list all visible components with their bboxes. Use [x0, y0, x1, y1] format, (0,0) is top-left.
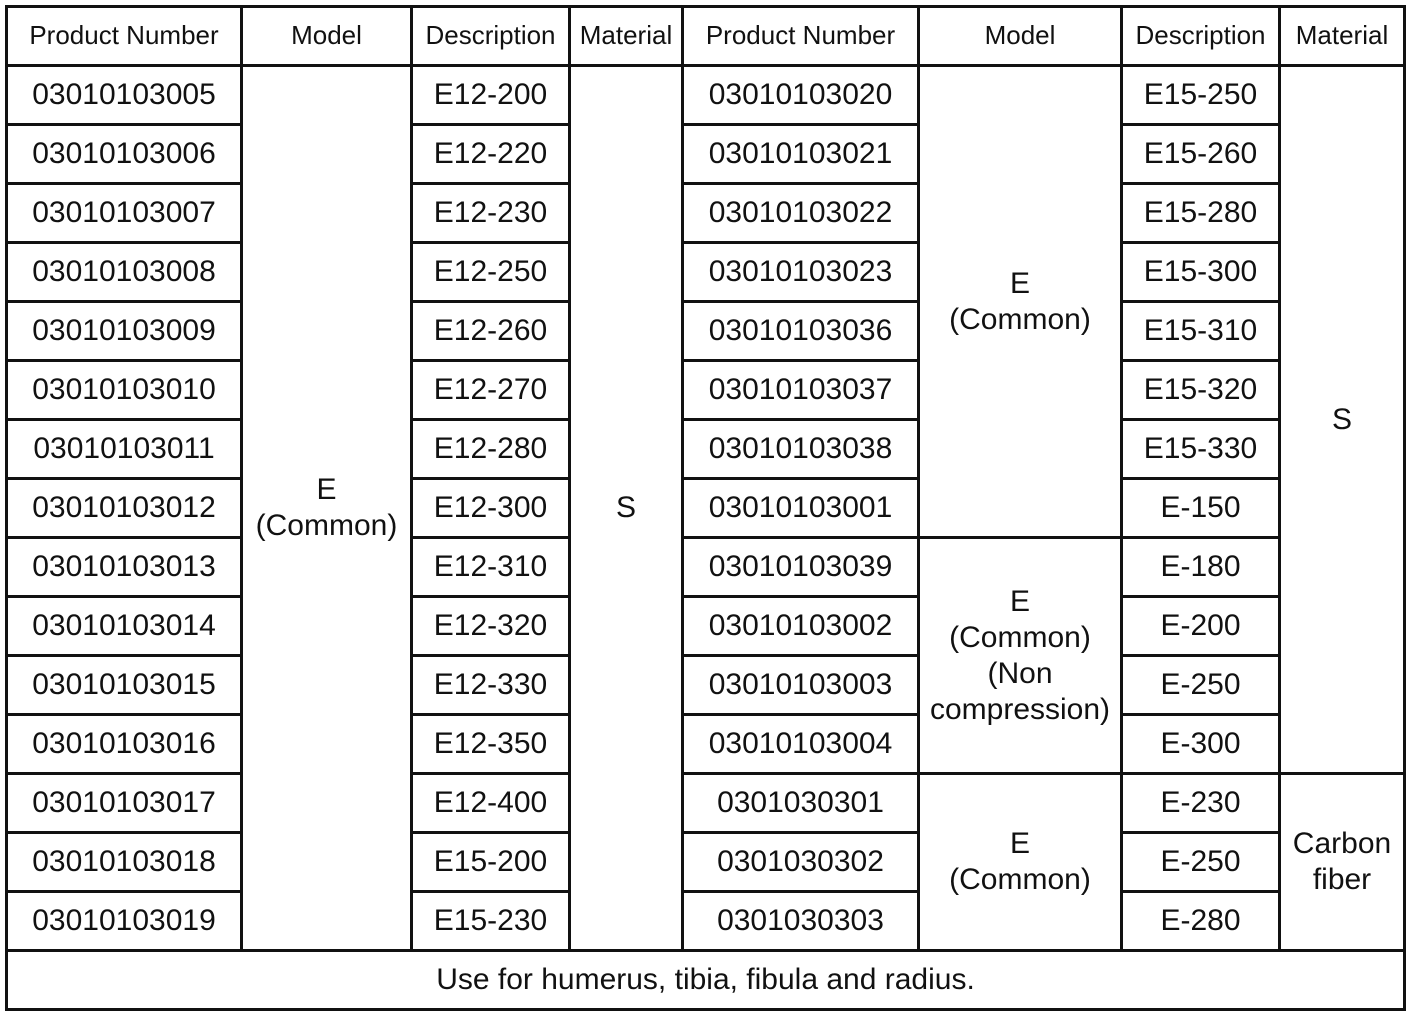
description-cell: E12-250: [412, 243, 570, 302]
product-number-cell: 03010103021: [683, 125, 919, 184]
product-number-cell: 03010103014: [7, 597, 242, 656]
product-number-cell: 03010103015: [7, 656, 242, 715]
description-cell: E-150: [1122, 479, 1280, 538]
material-cell-line: fiber: [1312, 863, 1372, 896]
header-description-right: Description: [1122, 7, 1280, 66]
description-cell: E15-230: [412, 892, 570, 951]
footer-note: Use for humerus, tibia, fibula and radius.: [7, 951, 1405, 1010]
product-number-cell: 03010103010: [7, 361, 242, 420]
table-row: [7, 479, 1405, 538]
table-row: [7, 597, 1405, 656]
description-cell: E15-330: [1122, 420, 1280, 479]
table-row: [7, 774, 1405, 833]
product-number-cell: 03010103003: [683, 656, 919, 715]
product-number-cell: 03010103019: [7, 892, 242, 951]
product-number-cell: 03010103039: [683, 538, 919, 597]
header-product-number-left: Product Number: [7, 7, 242, 66]
table-row: [7, 538, 1405, 597]
product-number-cell: 03010103022: [683, 184, 919, 243]
table-row: [7, 243, 1405, 302]
description-cell: E-200: [1122, 597, 1280, 656]
product-number-cell: 0301030302: [683, 833, 919, 892]
product-number-cell: 03010103036: [683, 302, 919, 361]
description-cell: E15-300: [1122, 243, 1280, 302]
material-cell-line: S: [1331, 402, 1352, 436]
table-row: [7, 420, 1405, 479]
header-product-number-right: Product Number: [683, 7, 919, 66]
table-row: [7, 66, 1405, 125]
material-cell: [1280, 774, 1405, 951]
description-cell: E12-320: [412, 597, 570, 656]
product-number-cell: 03010103023: [683, 243, 919, 302]
product-number-cell: 03010103009: [7, 302, 242, 361]
table-row: [7, 184, 1405, 243]
description-cell: E-250: [1122, 833, 1280, 892]
product-number-cell: 03010103038: [683, 420, 919, 479]
table-row: [7, 892, 1405, 951]
product-number-cell: 03010103008: [7, 243, 242, 302]
product-number-cell: 03010103037: [683, 361, 919, 420]
product-number-cell: 0301030303: [683, 892, 919, 951]
header-material-right: Material: [1280, 7, 1405, 66]
product-number-cell: 03010103007: [7, 184, 242, 243]
table-row: [7, 302, 1405, 361]
product-number-cell: 03010103004: [683, 715, 919, 774]
model-cell-line: E: [316, 473, 337, 506]
product-number-cell: 03010103012: [7, 479, 242, 538]
description-cell: E-280: [1122, 892, 1280, 951]
product-number-cell: 03010103011: [7, 420, 242, 479]
product-number-cell: 03010103017: [7, 774, 242, 833]
header-model-right: Model: [919, 7, 1122, 66]
product-number-cell: 03010103005: [7, 66, 242, 125]
description-cell: E15-280: [1122, 184, 1280, 243]
model-cell-line: compression): [929, 692, 1111, 726]
description-cell: E12-350: [412, 715, 570, 774]
description-cell: E15-310: [1122, 302, 1280, 361]
table-row: [7, 833, 1405, 892]
model-cell-line: (Common): [949, 620, 1091, 654]
table-row: [7, 656, 1405, 715]
product-number-cell: 03010103002: [683, 597, 919, 656]
model-cell-line: (Non: [987, 656, 1053, 690]
table-row: [7, 715, 1405, 774]
material-cell-line: Carbon: [1292, 827, 1392, 860]
description-cell: E12-280: [412, 420, 570, 479]
model-cell: [242, 66, 412, 951]
description-cell: E12-400: [412, 774, 570, 833]
model-cell-line: (Common): [949, 863, 1091, 896]
description-cell: E15-250: [1122, 66, 1280, 125]
description-cell: E-180: [1122, 538, 1280, 597]
description-cell: E15-260: [1122, 125, 1280, 184]
description-cell: E12-200: [412, 66, 570, 125]
table-row: [7, 125, 1405, 184]
description-cell: E15-320: [1122, 361, 1280, 420]
model-cell-line: (Common): [255, 509, 398, 542]
product-number-cell: 03010103001: [683, 479, 919, 538]
description-cell: E12-270: [412, 361, 570, 420]
description-cell: E-230: [1122, 774, 1280, 833]
material-cell: S: [570, 66, 683, 951]
product-number-cell: 03010103020: [683, 66, 919, 125]
product-number-cell: 03010103018: [7, 833, 242, 892]
table-row: [7, 361, 1405, 420]
model-cell-line: E: [1009, 266, 1030, 300]
model-cell-line: (Common): [949, 302, 1091, 336]
model-cell: [919, 538, 1122, 774]
description-cell: E12-310: [412, 538, 570, 597]
description-cell: E15-200: [412, 833, 570, 892]
description-cell: E12-220: [412, 125, 570, 184]
header-description-left: Description: [412, 7, 570, 66]
model-cell: [919, 774, 1122, 951]
description-cell: E-300: [1122, 715, 1280, 774]
description-cell: E12-330: [412, 656, 570, 715]
model-cell-line: E: [1009, 827, 1030, 860]
header-material-left: Material: [570, 7, 683, 66]
header-model-left: Model: [242, 7, 412, 66]
model-cell: [919, 66, 1122, 538]
header-row: [7, 7, 1405, 66]
product-number-cell: 0301030301: [683, 774, 919, 833]
description-cell: E-250: [1122, 656, 1280, 715]
product-number-cell: 03010103016: [7, 715, 242, 774]
description-cell: E12-260: [412, 302, 570, 361]
product-spec-table: [5, 5, 1406, 1011]
product-number-cell: 03010103006: [7, 125, 242, 184]
model-cell-line: E: [1009, 584, 1030, 618]
product-number-cell: 03010103013: [7, 538, 242, 597]
description-cell: E12-230: [412, 184, 570, 243]
footer-row: [7, 951, 1405, 1010]
material-cell: [1280, 66, 1405, 774]
description-cell: E12-300: [412, 479, 570, 538]
